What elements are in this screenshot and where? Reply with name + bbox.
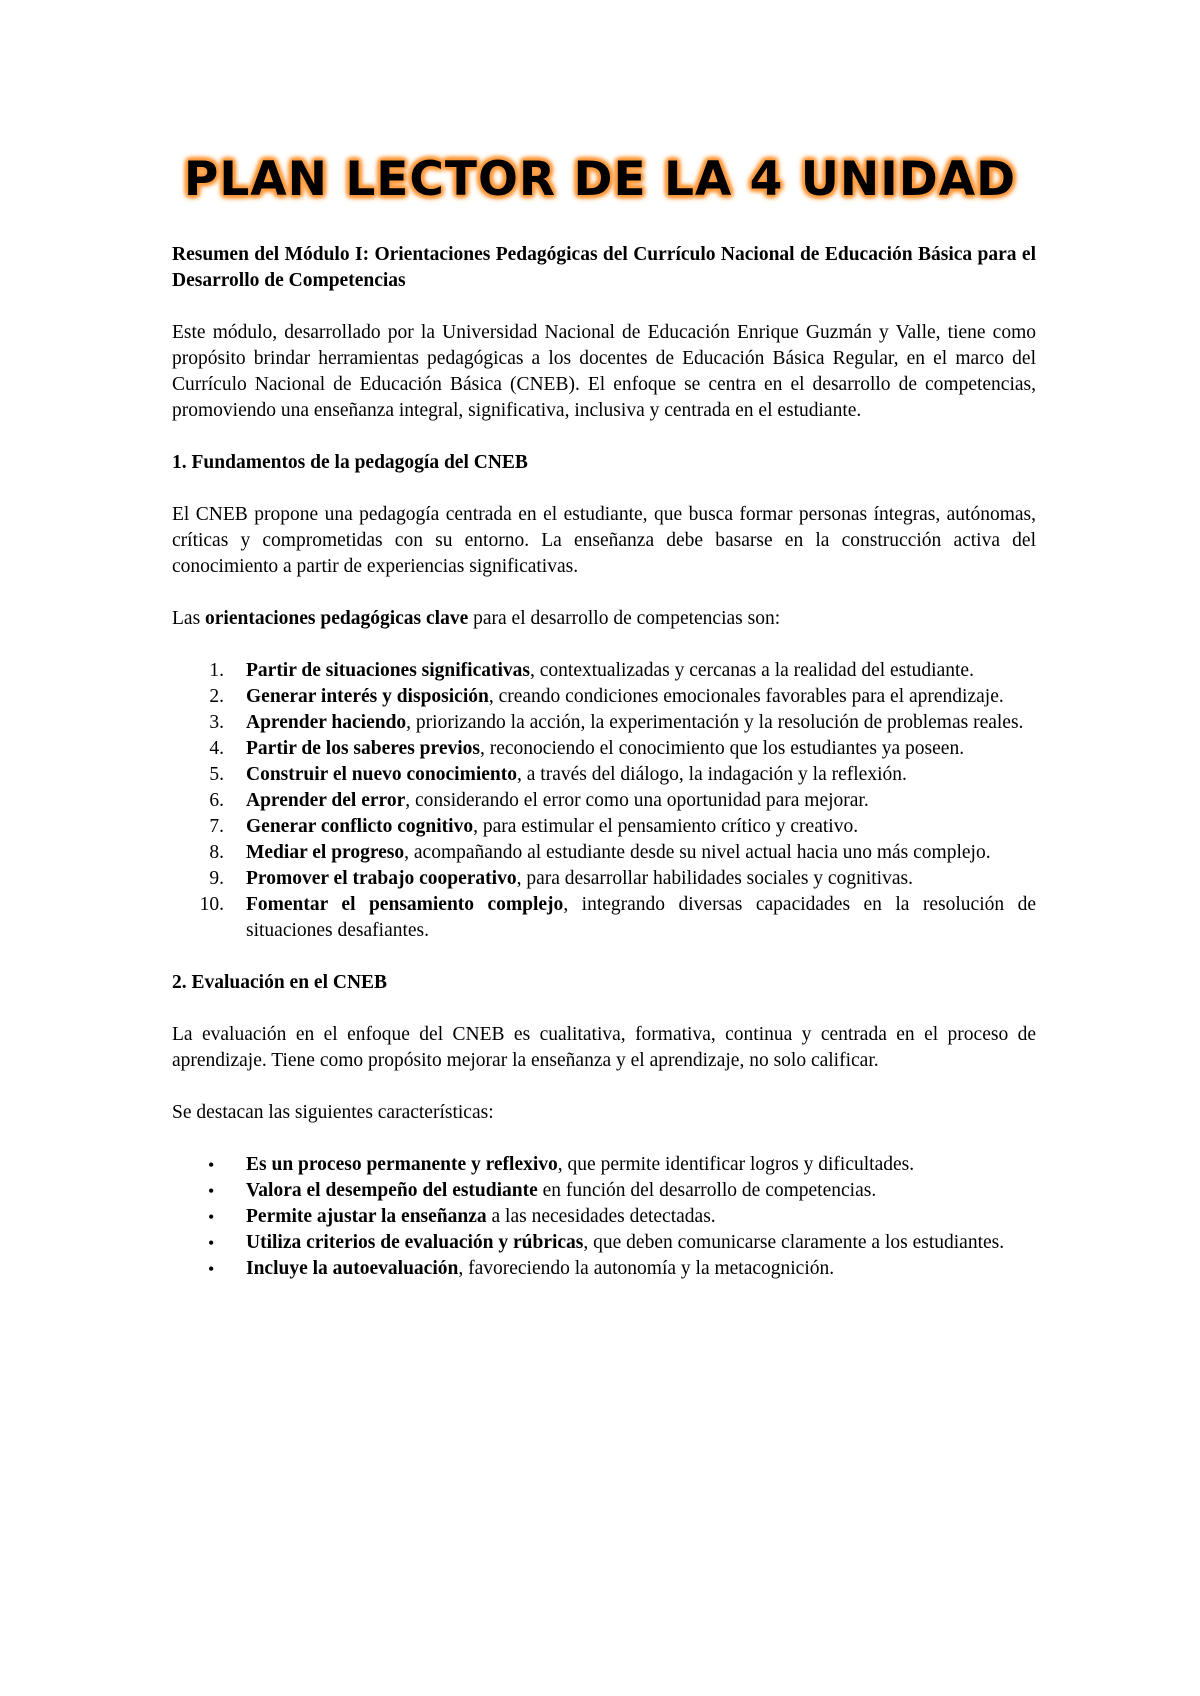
- section-2-heading: 2. Evaluación en el CNEB: [172, 972, 388, 993]
- list-item-bold: Partir de situaciones significativas: [246, 660, 530, 681]
- list-item-number: 8.: [209, 842, 224, 863]
- list-intro-bold: orientaciones pedagógicas clave: [205, 608, 469, 629]
- document-body: [172, 242, 1036, 1282]
- list-item-text: , acompañando al estudiante desde su nivel actual hacia uno más complejo.: [404, 842, 991, 863]
- list-item-bold: Partir de los saberes previos: [246, 738, 480, 759]
- list-item-text: , contextualizadas y cercanas a la realidad del estudiante.: [530, 660, 974, 681]
- bullet-icon: •: [208, 1259, 215, 1279]
- list-item-number: 3.: [209, 712, 224, 733]
- list-item: [172, 1178, 1036, 1204]
- list-item: [172, 710, 1036, 736]
- evaluation-characteristics-list: [172, 1152, 1036, 1282]
- list-item-text: , creando condiciones emocionales favorables para el aprendizaje.: [488, 686, 1004, 707]
- list-item-bold: Promover el trabajo cooperativo: [246, 868, 517, 889]
- list-item: [172, 658, 1036, 684]
- list-item: [172, 840, 1036, 866]
- list-intro-post: para el desarrollo de competencias son:: [468, 608, 781, 629]
- section-1-paragraph: El CNEB propone una pedagogía centrada en el estudiante, que busca formar personas íntegras, autónomas, críticas y comprometidas con su entorno. La enseñanza debe basarse en la construcción activa del conocimiento a partir de experiencias significativas.: [172, 504, 1036, 577]
- list-item-number: 9.: [209, 868, 224, 889]
- list-item-bold: Valora el desempeño del estudiante: [246, 1180, 538, 1201]
- list-item-text: a las necesidades detectadas.: [486, 1206, 716, 1227]
- list-item-number: 5.: [209, 764, 224, 785]
- list-item-text: , que deben comunicarse claramente a los estudiantes.: [583, 1232, 1005, 1253]
- bullet-icon: •: [208, 1233, 215, 1253]
- list-item-bold: Generar interés y disposición: [246, 686, 489, 707]
- list-item-bold: Incluye la autoevaluación: [246, 1258, 459, 1279]
- module-heading: Resumen del Módulo I: Orientaciones Pedagógicas del Currículo Nacional de Educación Básica para el Desarrollo de Competencias: [172, 244, 1036, 291]
- list-item: [172, 762, 1036, 788]
- list-item-text: , integrando diversas capacidades en la resolución de situaciones desafiantes.: [246, 894, 1036, 941]
- list-item-number: 10.: [199, 894, 224, 915]
- list-item-text: , priorizando la acción, la experimentación y la resolución de problemas reales.: [406, 712, 1024, 733]
- list-item-bold: Utiliza criterios de evaluación y rúbricas: [246, 1232, 584, 1253]
- list-intro-pre: Las: [172, 608, 206, 629]
- list-item: [172, 1152, 1036, 1178]
- list-item-number: 2.: [209, 686, 224, 707]
- list-item: [172, 892, 1036, 944]
- list-item-bold: Aprender del error: [246, 790, 406, 811]
- list-item-text: , favoreciendo la autonomía y la metacognición.: [458, 1258, 835, 1279]
- section-2-paragraph: La evaluación en el enfoque del CNEB es cualitativa, formativa, continua y centrada en el proceso de aprendizaje. Tiene como propósito mejorar la enseñanza y el aprendizaje, no solo calificar.: [172, 1024, 1036, 1071]
- list-item-bold: Mediar el progreso: [246, 842, 405, 863]
- list-item: [172, 1204, 1036, 1230]
- bullet-icon: •: [208, 1181, 215, 1201]
- bullet-icon: •: [208, 1155, 215, 1175]
- list-item-bold: Aprender haciendo: [246, 712, 407, 733]
- list-item: [172, 1256, 1036, 1282]
- list-item: [172, 814, 1036, 840]
- list-item-bold: Permite ajustar la enseñanza: [246, 1206, 487, 1227]
- intro-paragraph: Este módulo, desarrollado por la Universidad Nacional de Educación Enrique Guzmán y Valle, tiene como propósito brindar herramientas pedagógicas a los docentes de Educación Básica Regular, en el marco del Currículo Nacional de Educación Básica (CNEB). El enfoque se centra en el desarrollo de competencias, promoviendo una enseñanza integral, significativa, inclusiva y centrada en el estudiante.: [172, 322, 1036, 421]
- pedagogical-orientations-list: [172, 658, 1036, 944]
- list-item-text: , para desarrollar habilidades sociales y cognitivas.: [516, 868, 913, 889]
- list-item: [172, 866, 1036, 892]
- list-item-text: , para estimular el pensamiento crítico y creativo.: [473, 816, 859, 837]
- list-item-bold: Construir el nuevo conocimiento: [246, 764, 518, 785]
- list-item-number: 1.: [209, 660, 224, 681]
- document-title: PLAN LECTOR DE LA 4 UNIDAD: [183, 152, 1017, 207]
- list-item-number: 6.: [209, 790, 224, 811]
- list-item-text: , a través del diálogo, la indagación y la reflexión.: [517, 764, 907, 785]
- bullet-icon: •: [208, 1207, 215, 1227]
- list-item-number: 4.: [209, 738, 224, 759]
- list-item-bold: Generar conflicto cognitivo: [246, 816, 474, 837]
- list-item-text: , considerando el error como una oportunidad para mejorar.: [405, 790, 869, 811]
- list-item-text: , que permite identificar logros y dificultades.: [557, 1154, 915, 1175]
- list-item-bold: Es un proceso permanente y reflexivo: [246, 1154, 558, 1175]
- section-1-list-intro: [172, 606, 1036, 632]
- list-item: [172, 1230, 1036, 1256]
- list-item-number: 7.: [209, 816, 224, 837]
- list-item: [172, 736, 1036, 762]
- list-item: [172, 684, 1036, 710]
- list-item-text: , reconociendo el conocimiento que los estudiantes ya poseen.: [479, 738, 965, 759]
- section-1-heading: 1. Fundamentos de la pedagogía del CNEB: [172, 452, 528, 473]
- list-item-text: en función del desarrollo de competencias.: [537, 1180, 877, 1201]
- list-item: [172, 788, 1036, 814]
- list-item-bold: Fomentar el pensamiento complejo: [246, 894, 564, 915]
- section-2-list-intro: Se destacan las siguientes características:: [172, 1102, 494, 1123]
